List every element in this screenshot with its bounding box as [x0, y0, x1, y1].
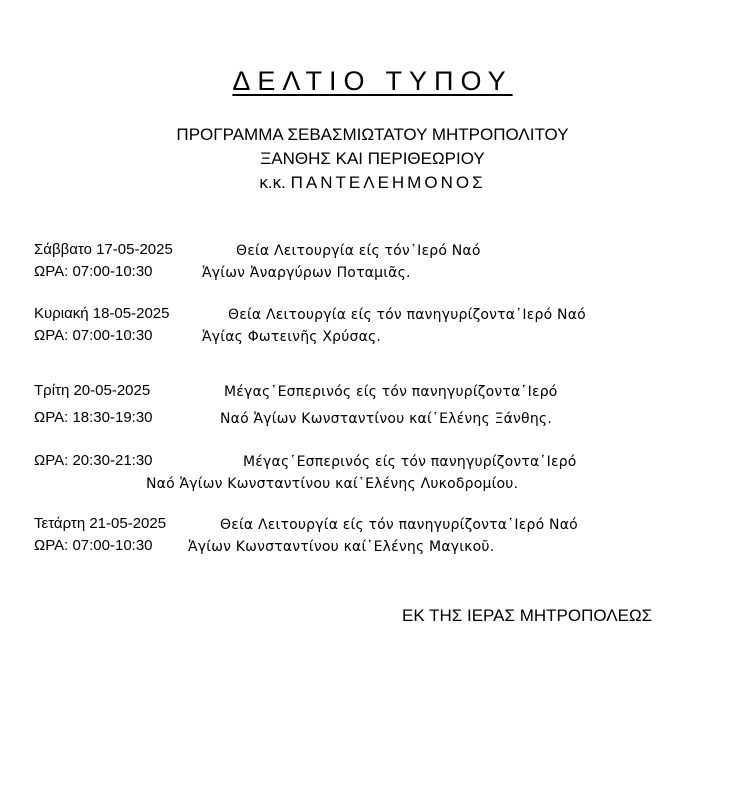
schedule-day: Σάββατο 17-05-2025	[34, 241, 173, 258]
schedule-service-line: Ναό Ἁγίων Κωνσταντίνου καί῾Ελένης Ξάνθης.	[220, 411, 552, 427]
subtitle-prefix: κ.κ.	[259, 173, 286, 192]
schedule-service-line: Θεία Λειτουργία είς τόν῾Ιερό Ναό	[236, 243, 481, 259]
schedule-service-line: Μέγας῾Εσπερινός είς τόν πανηγυρίζοντα῾Ιερό	[224, 384, 558, 400]
schedule-day: Τρίτη 20-05-2025	[34, 382, 151, 399]
subtitle-line-1: ΠΡΟΓΡΑΜΜΑ ΣΕΒΑΣΜΙΩΤΑΤΟΥ ΜΗΤΡΟΠΟΛΙΤΟΥ	[176, 125, 569, 144]
signature: ΕΚ ΤΗΣ ΙΕΡΑΣ ΜΗΤΡΟΠΟΛΕΩΣ	[402, 606, 653, 625]
schedule-time: ΩΡΑ: 18:30-19:30	[34, 409, 153, 426]
schedule-time: ΩΡΑ: 20:30-21:30	[34, 452, 153, 469]
schedule-time: ΩΡΑ: 07:00-10:30	[34, 327, 153, 344]
schedule-time: ΩΡΑ: 07:00-10:30	[34, 537, 153, 554]
schedule-service-line: Ναό Ἁγίων Κωνσταντίνου καί῾Ελένης Λυκοδρομίου.	[146, 476, 519, 492]
schedule-day: Κυριακή 18-05-2025	[34, 305, 170, 322]
schedule-service-line: Ἁγίων Ἀναργύρων Ποταμιᾶς.	[202, 265, 411, 281]
subtitle-name: ΠΑΝΤΕΛΕΗΜΟΝΟΣ	[290, 173, 486, 192]
schedule-time: ΩΡΑ: 07:00-10:30	[34, 263, 153, 280]
document-title-text: ΔΕΛΤΙΟ ΤΥΠΟΥ	[232, 66, 513, 96]
schedule-service-line: Ἁγίων Κωνσταντίνου καί῾Ελένης Μαγικοῦ.	[188, 539, 495, 555]
schedule-service-line: Ἁγίας Φωτεινῆς Χρύσας.	[202, 329, 382, 345]
schedule-service-line: Μέγας῾Εσπερινός είς τόν πανηγυρίζοντα῾Ιερό	[243, 454, 577, 470]
schedule-service-line: Θεία Λειτουργία είς τόν πανηγυρίζοντα῾Ιερό Ναό	[220, 517, 578, 533]
schedule-day: Τετάρτη 21-05-2025	[34, 515, 167, 532]
document-title	[0, 66, 745, 97]
schedule-service-line: Θεία Λειτουργία είς τόν πανηγυρίζοντα῾Ιερό Ναό	[228, 307, 586, 323]
subtitle-line-2: ΞΑΝΘΗΣ ΚΑΙ ΠΕΡΙΘΕΩΡΙΟΥ	[260, 149, 485, 168]
subtitle-line-3	[0, 173, 745, 193]
